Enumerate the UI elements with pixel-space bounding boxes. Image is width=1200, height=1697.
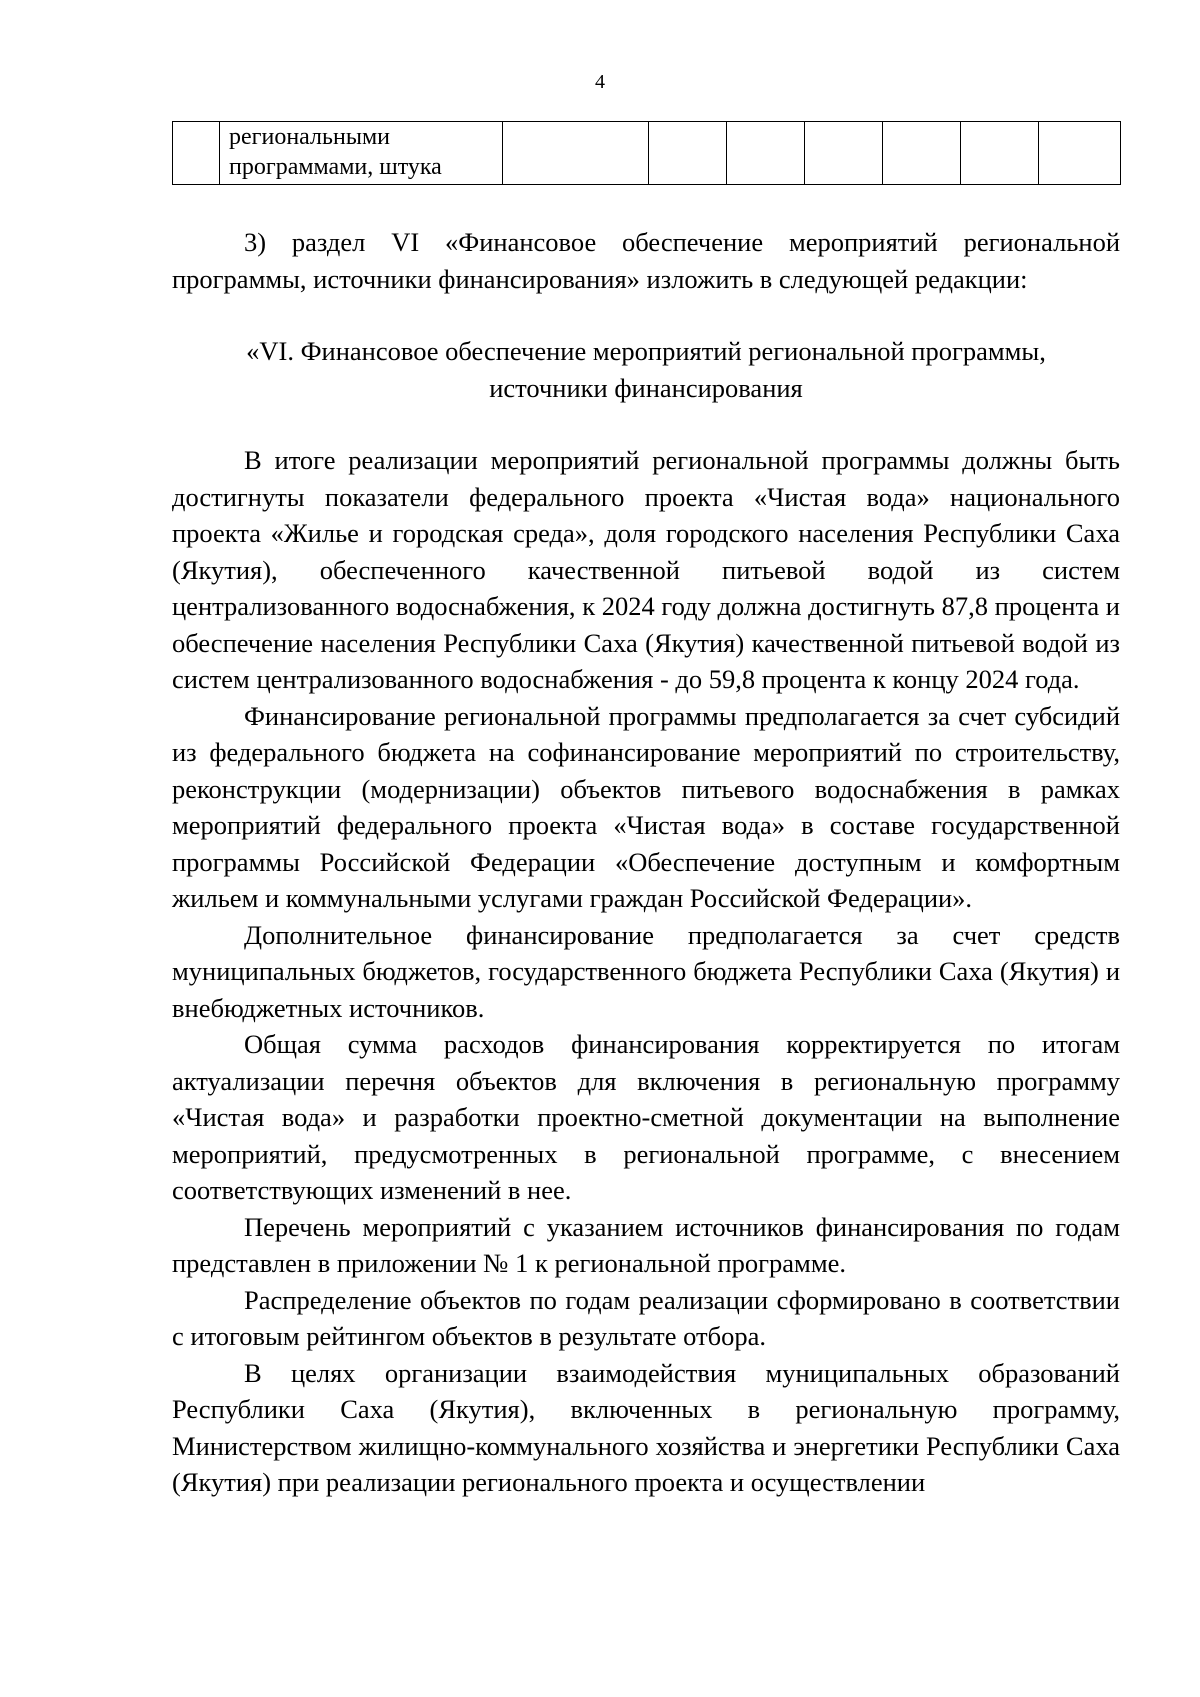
table-cell: [961, 122, 1039, 185]
table-cell-index: [173, 122, 220, 185]
body-paragraph: В целях организации взаимодействия муниципальных образований Республики Саха (Якутия), включенных в региональную программу, Министерством жилищно-коммунального хозяйства и энергетики Республики Саха (Якутия) при реализации регионального проекта и осуществлении: [172, 1357, 1120, 1497]
document-body: [172, 224, 1120, 1501]
table-cell-indicator: [220, 122, 503, 185]
page-number: 4: [595, 71, 605, 93]
table-cell: [649, 122, 727, 185]
section-heading-line: источники финансирования: [489, 372, 803, 403]
section-heading-line: «VI. Финансовое обеспечение мероприятий региональной программы,: [246, 336, 1046, 366]
body-paragraph: Общая сумма расходов финансирования корректируется по итогам актуализации перечня объектов для включения в региональную программу «Чистая вода» и разработки проектно-сметной документации на выполнение мероприятий, предусмотренных в региональной программе, с внесением соответствующих изменений в нее.: [172, 1029, 1120, 1205]
continuation-table: [172, 121, 1121, 185]
table-cell-line: региональными: [229, 124, 390, 150]
table-cell: [805, 122, 883, 185]
table-row: [173, 122, 1121, 185]
table-cell: [1039, 122, 1121, 185]
body-paragraph: Перечень мероприятий с указанием источников финансирования по годам представлен в приложении № 1 к региональной программе.: [172, 1211, 1120, 1278]
body-paragraph: Распределение объектов по годам реализации сформировано в соответствии с итоговым рейтингом объектов в результате отбора.: [172, 1284, 1120, 1351]
body-paragraph: Финансирование региональной программы предполагается за счет субсидий из федерального бюджета на софинансирование мероприятий по строительству, реконструкции (модернизации) объектов питьевого водоснабжения в рамках мероприятий федерального проекта «Чистая вода» в составе государственной программы Российской Федерации «Обеспечение доступным и комфортным жильем и коммунальными услугами граждан Российской Федерации».: [172, 700, 1120, 913]
section-heading: [172, 333, 1120, 406]
table-cell-line: программами, штука: [229, 154, 442, 180]
body-paragraph: Дополнительное финансирование предполагается за счет средств муниципальных бюджетов, государственного бюджета Республики Саха (Якутия) и внебюджетных источников.: [172, 919, 1120, 1023]
table-cell: [503, 122, 649, 185]
intro-paragraph: 3) раздел VI «Финансовое обеспечение мероприятий региональной программы, источники финансирования» изложить в следующей редакции:: [172, 227, 1120, 294]
body-paragraph: В итоге реализации мероприятий региональной программы должны быть достигнуты показатели федерального проекта «Чистая вода» национального проекта «Жилье и городская среда», доля городского населения Республики Саха (Якутия), обеспеченного качественной питьевой водой из систем централизованного водоснабжения, к 2024 году должна достигнуть 87,8 процента и обеспечение населения Республики Саха (Якутия) качественной питьевой водой из систем централизованного водоснабжения - до 59,8 процента к концу 2024 года.: [172, 445, 1120, 694]
table-cell: [727, 122, 805, 185]
table-cell: [883, 122, 961, 185]
